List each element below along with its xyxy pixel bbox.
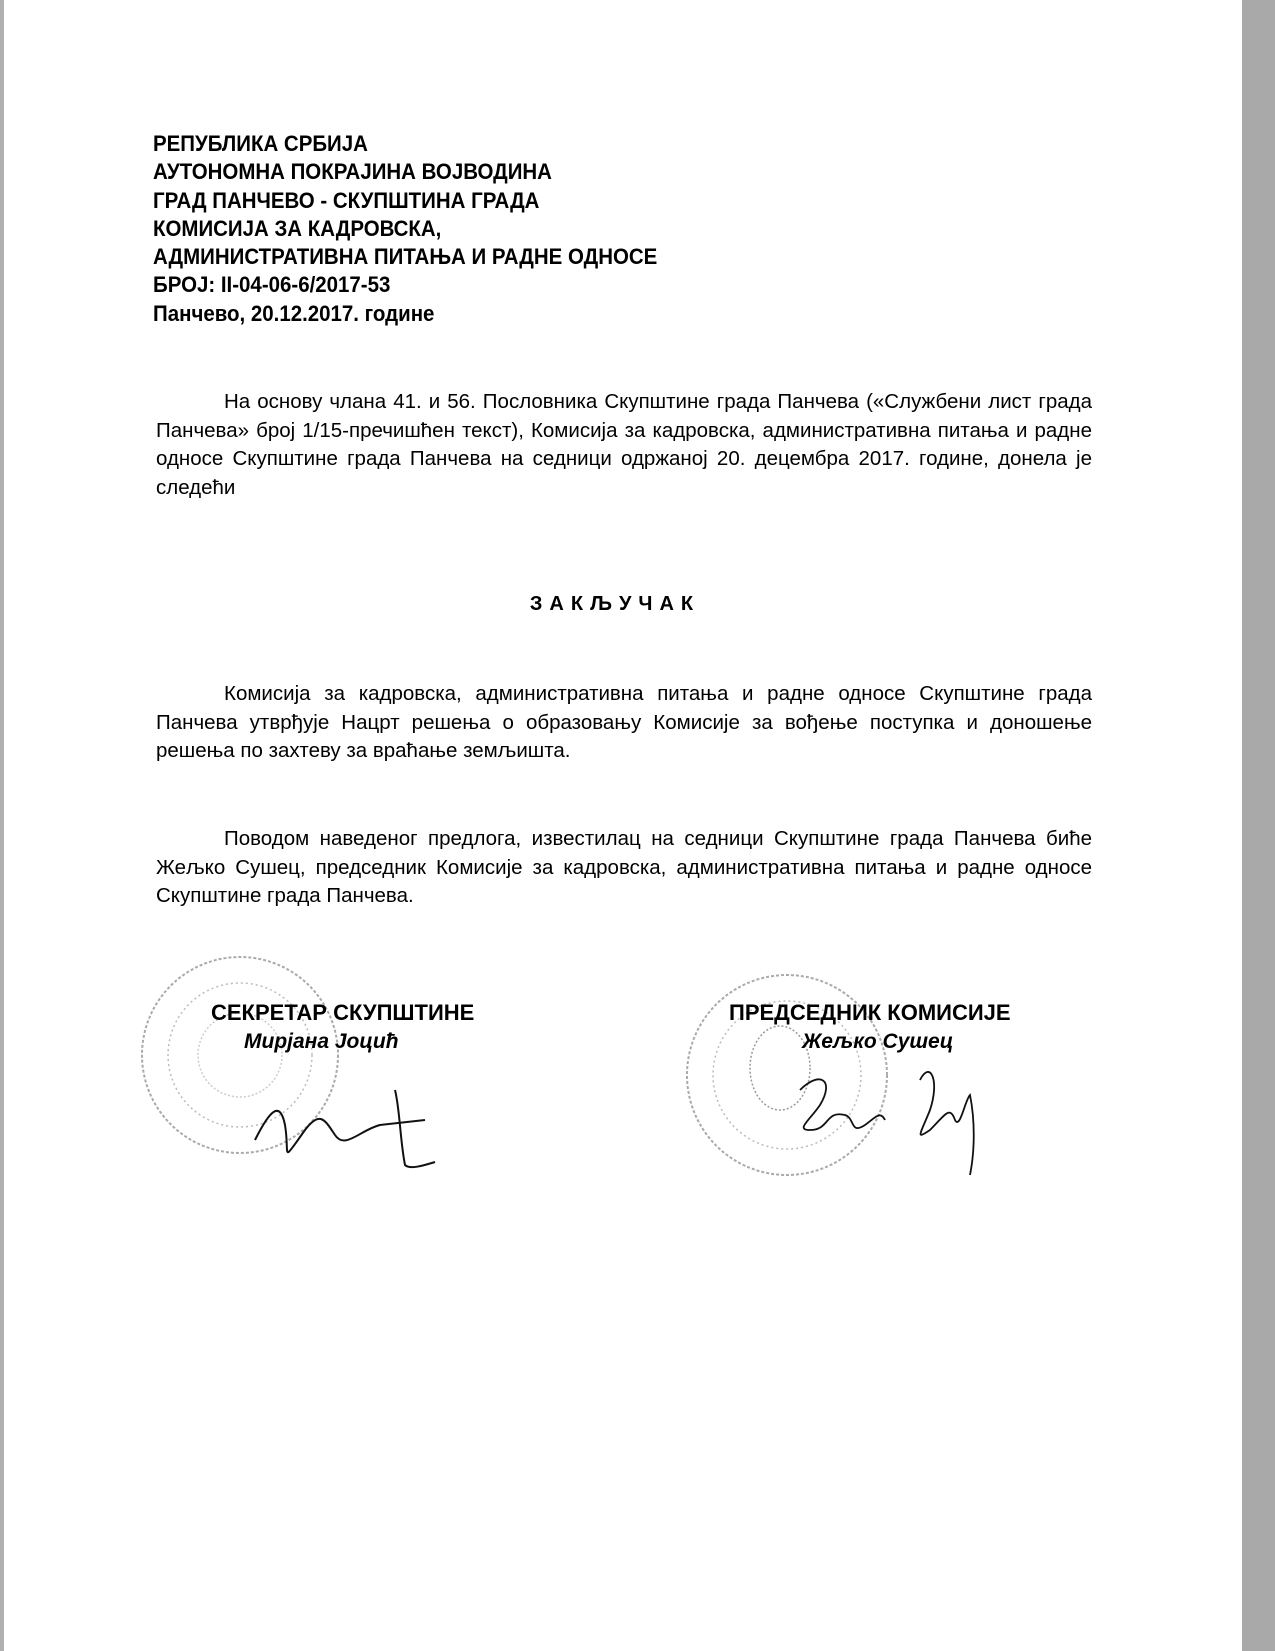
preamble-paragraph [156, 388, 1092, 502]
scan-edge-left [0, 0, 4, 1651]
right-handwritten-signature [790, 1060, 1020, 1180]
header-commission: КОМИСИЈА ЗА КАДРОВСКА, [153, 215, 442, 241]
header-place-date: Панчево, 20.12.2017. године [153, 300, 435, 326]
header-country: РЕПУБЛИКА СРБИЈА [153, 131, 368, 156]
header-city-assembly: ГРАД ПАНЧЕВО - СКУПШТИНА ГРАДА [153, 187, 540, 213]
conclusion-paragraph [156, 680, 1092, 766]
scan-edge-right [1242, 0, 1275, 1651]
left-signatory-title: СЕКРЕТАР СКУПШТИНЕ [211, 1000, 475, 1025]
header-province: АУТОНОМНА ПОКРАЈИНА ВОЈВОДИНА [153, 159, 552, 185]
left-handwritten-signature [250, 1070, 470, 1170]
preamble-text: На основу члана 41. и 56. Пословника Скупштине града Панчева («Службени лист града Панчева» број 1/15-пречишћен текст), Комисија за кадровска, административна питања и радне односе Скупштине града Панчева на седници одржаној 20. децембра 2017. године, донела је следећи [156, 390, 1092, 499]
header-reference-number: БРОЈ: II-04-06-6/2017-53 [153, 272, 391, 298]
right-signatory-title: ПРЕДСЕДНИК КОМИСИЈЕ [729, 1000, 1011, 1025]
conclusion-text: Комисија за кадровска, административна питања и радне односе Скупштине града Панчева утврђује Нацрт решења о образовању Комисије за вођење поступка и доношење решења по захтеву за враћање земљишта. [156, 682, 1092, 762]
header-commission-cont: АДМИНИСТРАТИВНА ПИТАЊА И РАДНЕ ОДНОСЕ [153, 244, 658, 270]
left-signatory-name: Мирјана Јоцић [244, 1030, 399, 1053]
rapporteur-text: Поводом наведеног предлога, известилац на седници Скупштине града Панчева биће Жељко Сушец, председник Комисије за кадровска, административна питања и радне односе Скупштине града Панчева. [156, 827, 1092, 907]
document-title: ЗАКЉУЧАК [529, 593, 701, 615]
rapporteur-paragraph [156, 825, 1092, 911]
document-header [153, 130, 657, 328]
right-signatory-name: Жељко Сушец [802, 1030, 954, 1053]
